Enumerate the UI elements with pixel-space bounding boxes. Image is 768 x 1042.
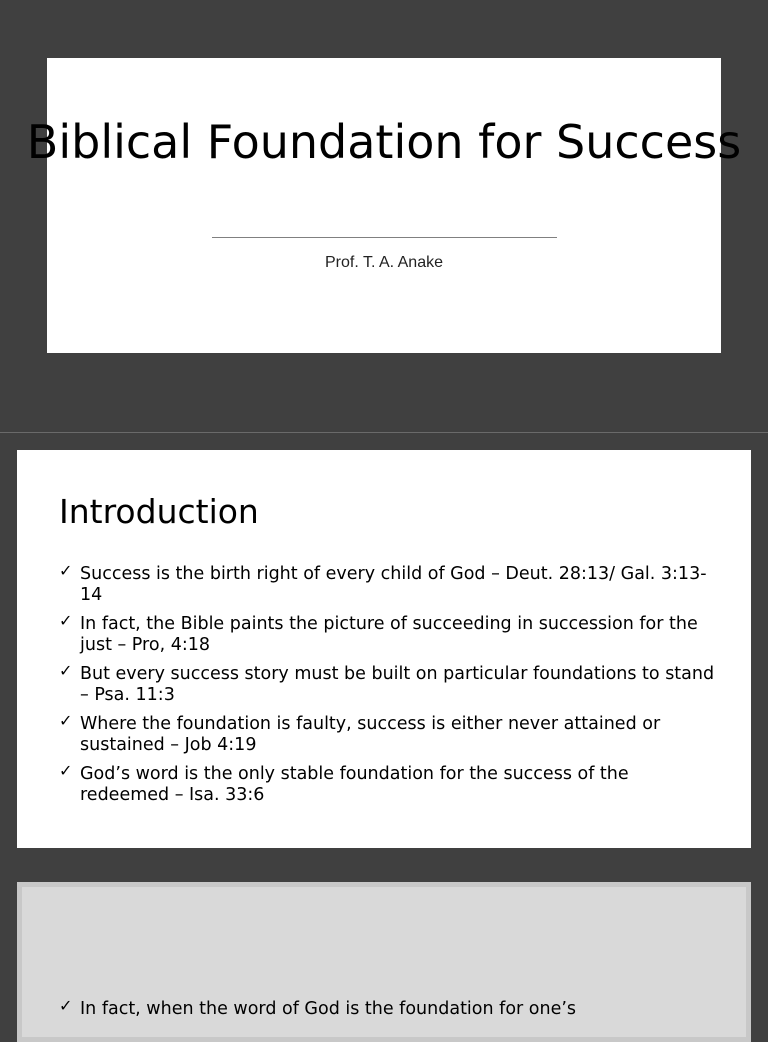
checkmark-icon: ✓ [59,661,73,680]
list-item [59,661,719,705]
checkmark-icon: ✓ [59,996,73,1015]
list-item [59,611,719,655]
bullet-text: In fact, when the word of God is the foundation for one’s [80,999,577,1019]
bullet-text: God’s word is the only stable foundation for the success of the redeemed – Isa. 33:6 [80,764,629,805]
bullet-text: But every success story must be built on particular foundations to stand – Psa. 11:3 [80,664,715,705]
slide-title: Biblical Foundation for Success [26,115,742,169]
introduction-slide [17,450,751,848]
title-slide [26,58,742,353]
bullet-text: Where the foundation is faulty, success is either never attained or sustained – Job 4:19 [80,714,661,755]
checkmark-icon: ✓ [59,761,73,780]
slide-heading: Introduction [59,492,259,531]
list-item [59,711,719,755]
list-item [59,561,719,605]
bullet-list [59,996,719,1029]
bullet-text: Success is the birth right of every child of God – Deut. 28:13/ Gal. 3:13-14 [80,564,707,605]
list-item [59,996,719,1020]
checkmark-icon: ✓ [59,711,73,730]
partial-slide [17,882,751,1042]
checkmark-icon: ✓ [59,611,73,630]
list-item [59,761,719,805]
slide-separator [0,432,768,433]
slide-subtitle: Prof. T. A. Anake [325,254,443,271]
checkmark-icon: ✓ [59,561,73,580]
bullet-text: In fact, the Bible paints the picture of succeeding in succession for the just – Pro, 4:18 [80,614,698,655]
bullet-list [59,561,719,814]
title-divider [212,237,557,238]
